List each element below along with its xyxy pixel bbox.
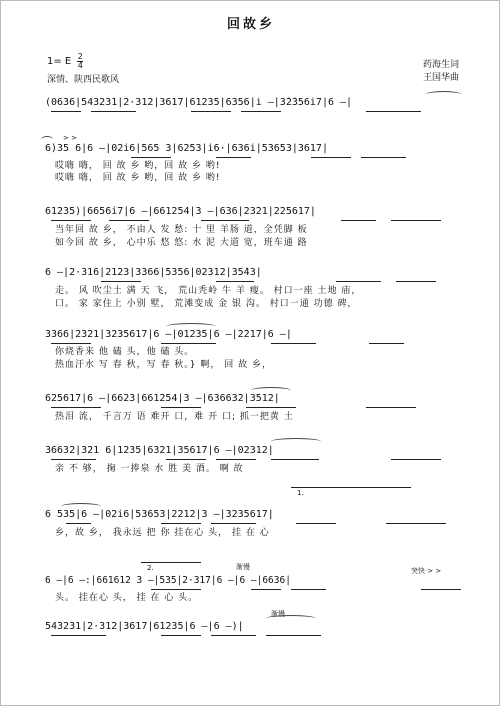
notation-line-3: 61235)|6656i7|6 –|661254|3 –|636|2321|225617| (45, 206, 316, 217)
lyric-line-5b: 热血汗水 写 春 秋，写 春 秋。} 啊， 回 故 乡， (55, 360, 272, 370)
performance-style: 深情、陕西民歌风 (47, 75, 120, 85)
tempo-slow-1: 渐慢 (236, 563, 250, 571)
key-label: 1= E (47, 56, 72, 67)
lyric-line-3a: 当年回 故 乡， 不由人 发 愁: 十 里 羊肠 道，全凭脚 板 (55, 225, 308, 235)
lyric-line-2b: 哎嗨 嗨， 回 故 乡 哟，回 故 乡 哟! (55, 173, 221, 183)
lyricist-credit: 药海生词 (422, 60, 459, 70)
lyric-line-5a: 你烧香来 他 磕 头，他 磕 头。 (55, 347, 195, 357)
accent-mark-1: > > (63, 134, 77, 142)
time-sig-top: 2 (77, 52, 83, 61)
tempo-slow-2: 渐慢 (271, 610, 285, 618)
notation-line-1: (0636|543231|2·312|3617|61235|6356|i̇ –|3̇2̇356i7|6 –| (45, 97, 353, 108)
notation-line-6: 625617|6 –|6623|661254|3 –|636632|3512| (45, 393, 280, 404)
time-sig-bottom: 4 (77, 61, 83, 70)
notation-line-5: 3366|2321|3235617|6 –|01235|6 –|2217|6 –| (45, 329, 292, 340)
lyric-line-8: 乡，故 乡， 我永远 把 你 挂在心 头， 挂 在 心 (55, 528, 270, 538)
time-signature (77, 53, 83, 70)
lyric-line-6: 热泪 流， 千言万 语 难开 口，难 开 口; 抓一把黄 土 (55, 412, 294, 422)
volta-1: 1. (297, 489, 304, 497)
lyric-line-9: 头。 挂在心 头， 挂 在 心 头。 (55, 593, 199, 603)
song-title: 回故乡 (226, 17, 275, 32)
tempo-fast: 突快 > > (411, 567, 442, 575)
lyric-line-7: 亲 不 够， 掬 一捧泉 水 胜 美 酒。 啊 故 (55, 464, 244, 474)
lyric-line-4a: 走。 风 吹尘土 满 天 飞， 荒山秃岭 牛 羊 瘦。 村口一座 土地 庙， (55, 286, 362, 296)
notation-line-8: 6 535|6 –|02i6|53653|2212|3 –|3235617| (45, 509, 274, 520)
volta-2: 2. (147, 564, 154, 572)
notation-line-10: 543231|2·312|3617|61235|6 –|6 –)| (45, 621, 244, 632)
notation-line-9: 6 –|6 –:|661612 3 –|535|2·317|6 –|6 –|6636| (45, 575, 291, 586)
key-signature (47, 53, 83, 70)
lyric-line-3b: 如今回 故 乡， 心中乐 悠 悠: 水 泥 大道 宽，班车通 路 (55, 238, 308, 248)
notation-line-4: 6 –|2·316|2123|3366|5356|02312|35̇43| (45, 267, 262, 278)
notation-line-2: 6)35 6|6 –|02i6|565 3|6253|i6·|636i|53653|3617| (45, 143, 328, 154)
composer-credit: 王国华曲 (422, 73, 459, 83)
lyric-line-4b: 口。 家 家住上 小别 墅， 荒滩变成 金 银 沟。 村口一通 功德 碑， (55, 299, 358, 309)
lyric-line-2a: 哎嗨 嗨， 回 故 乡 哟，回 故 乡 哟! (55, 161, 221, 171)
notation-line-7: 36632|321 6|1235|6321|35617|6 –|02312| (45, 445, 274, 456)
